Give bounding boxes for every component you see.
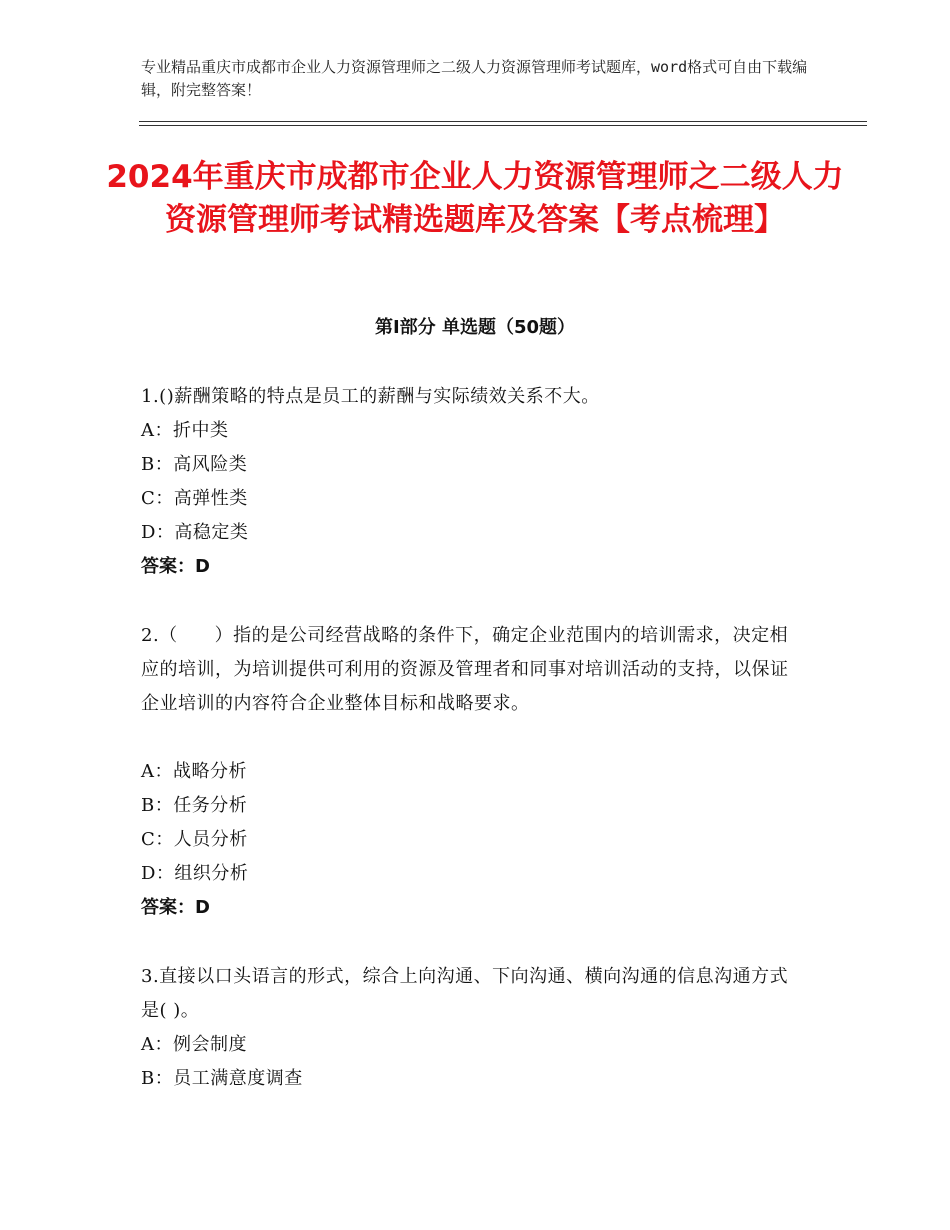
section-heading: 第Ⅰ部分 单选题（50题）: [374, 317, 575, 338]
question-1-stem: 1.()薪酬策略的特点是员工的薪酬与实际绩效关系不大。: [141, 386, 600, 407]
question-2-option-d: D：组织分析: [141, 863, 249, 884]
question-2-option-b: B：任务分析: [141, 795, 248, 816]
question-1-option-c: C：高弹性类: [141, 488, 248, 509]
question-3-stem: 3.直接以口头语言的形式，综合上向沟通、下向沟通、横向沟通的信息沟通方式是( )。: [141, 966, 789, 1021]
document-title: 2024年重庆市成都市企业人力资源管理师之二级人力资源管理师考试精选题库及答案【考点梳理】: [106, 159, 844, 238]
question-1-option-b: B：高风险类: [141, 454, 248, 475]
question-2-stem: 2.（ ）指的是公司经营战略的条件下，确定企业范围内的培训需求，决定相应的培训，为培训提供可利用的资源及管理者和同事对培训活动的支持，以保证企业培训的内容符合企业整体目标和战略要求。: [141, 625, 789, 714]
header-rule-bottom: [139, 125, 867, 126]
header-note: 专业精品重庆市成都市企业人力资源管理师之二级人力资源管理师考试题库，word格式可自由下载编辑，附完整答案！: [141, 58, 808, 99]
question-1-answer: 答案：D: [141, 556, 210, 577]
question-3-option-a: A：例会制度: [141, 1034, 247, 1055]
question-2-option-c: C：人员分析: [141, 829, 248, 850]
header-rule-top: [139, 121, 867, 122]
question-2-answer: 答案：D: [141, 897, 210, 918]
question-1-option-a: A：折中类: [141, 420, 229, 441]
question-3-option-b: B：员工满意度调查: [141, 1068, 303, 1089]
question-1-option-d: D：高稳定类: [141, 522, 249, 543]
question-2-option-a: A：战略分析: [141, 761, 247, 782]
